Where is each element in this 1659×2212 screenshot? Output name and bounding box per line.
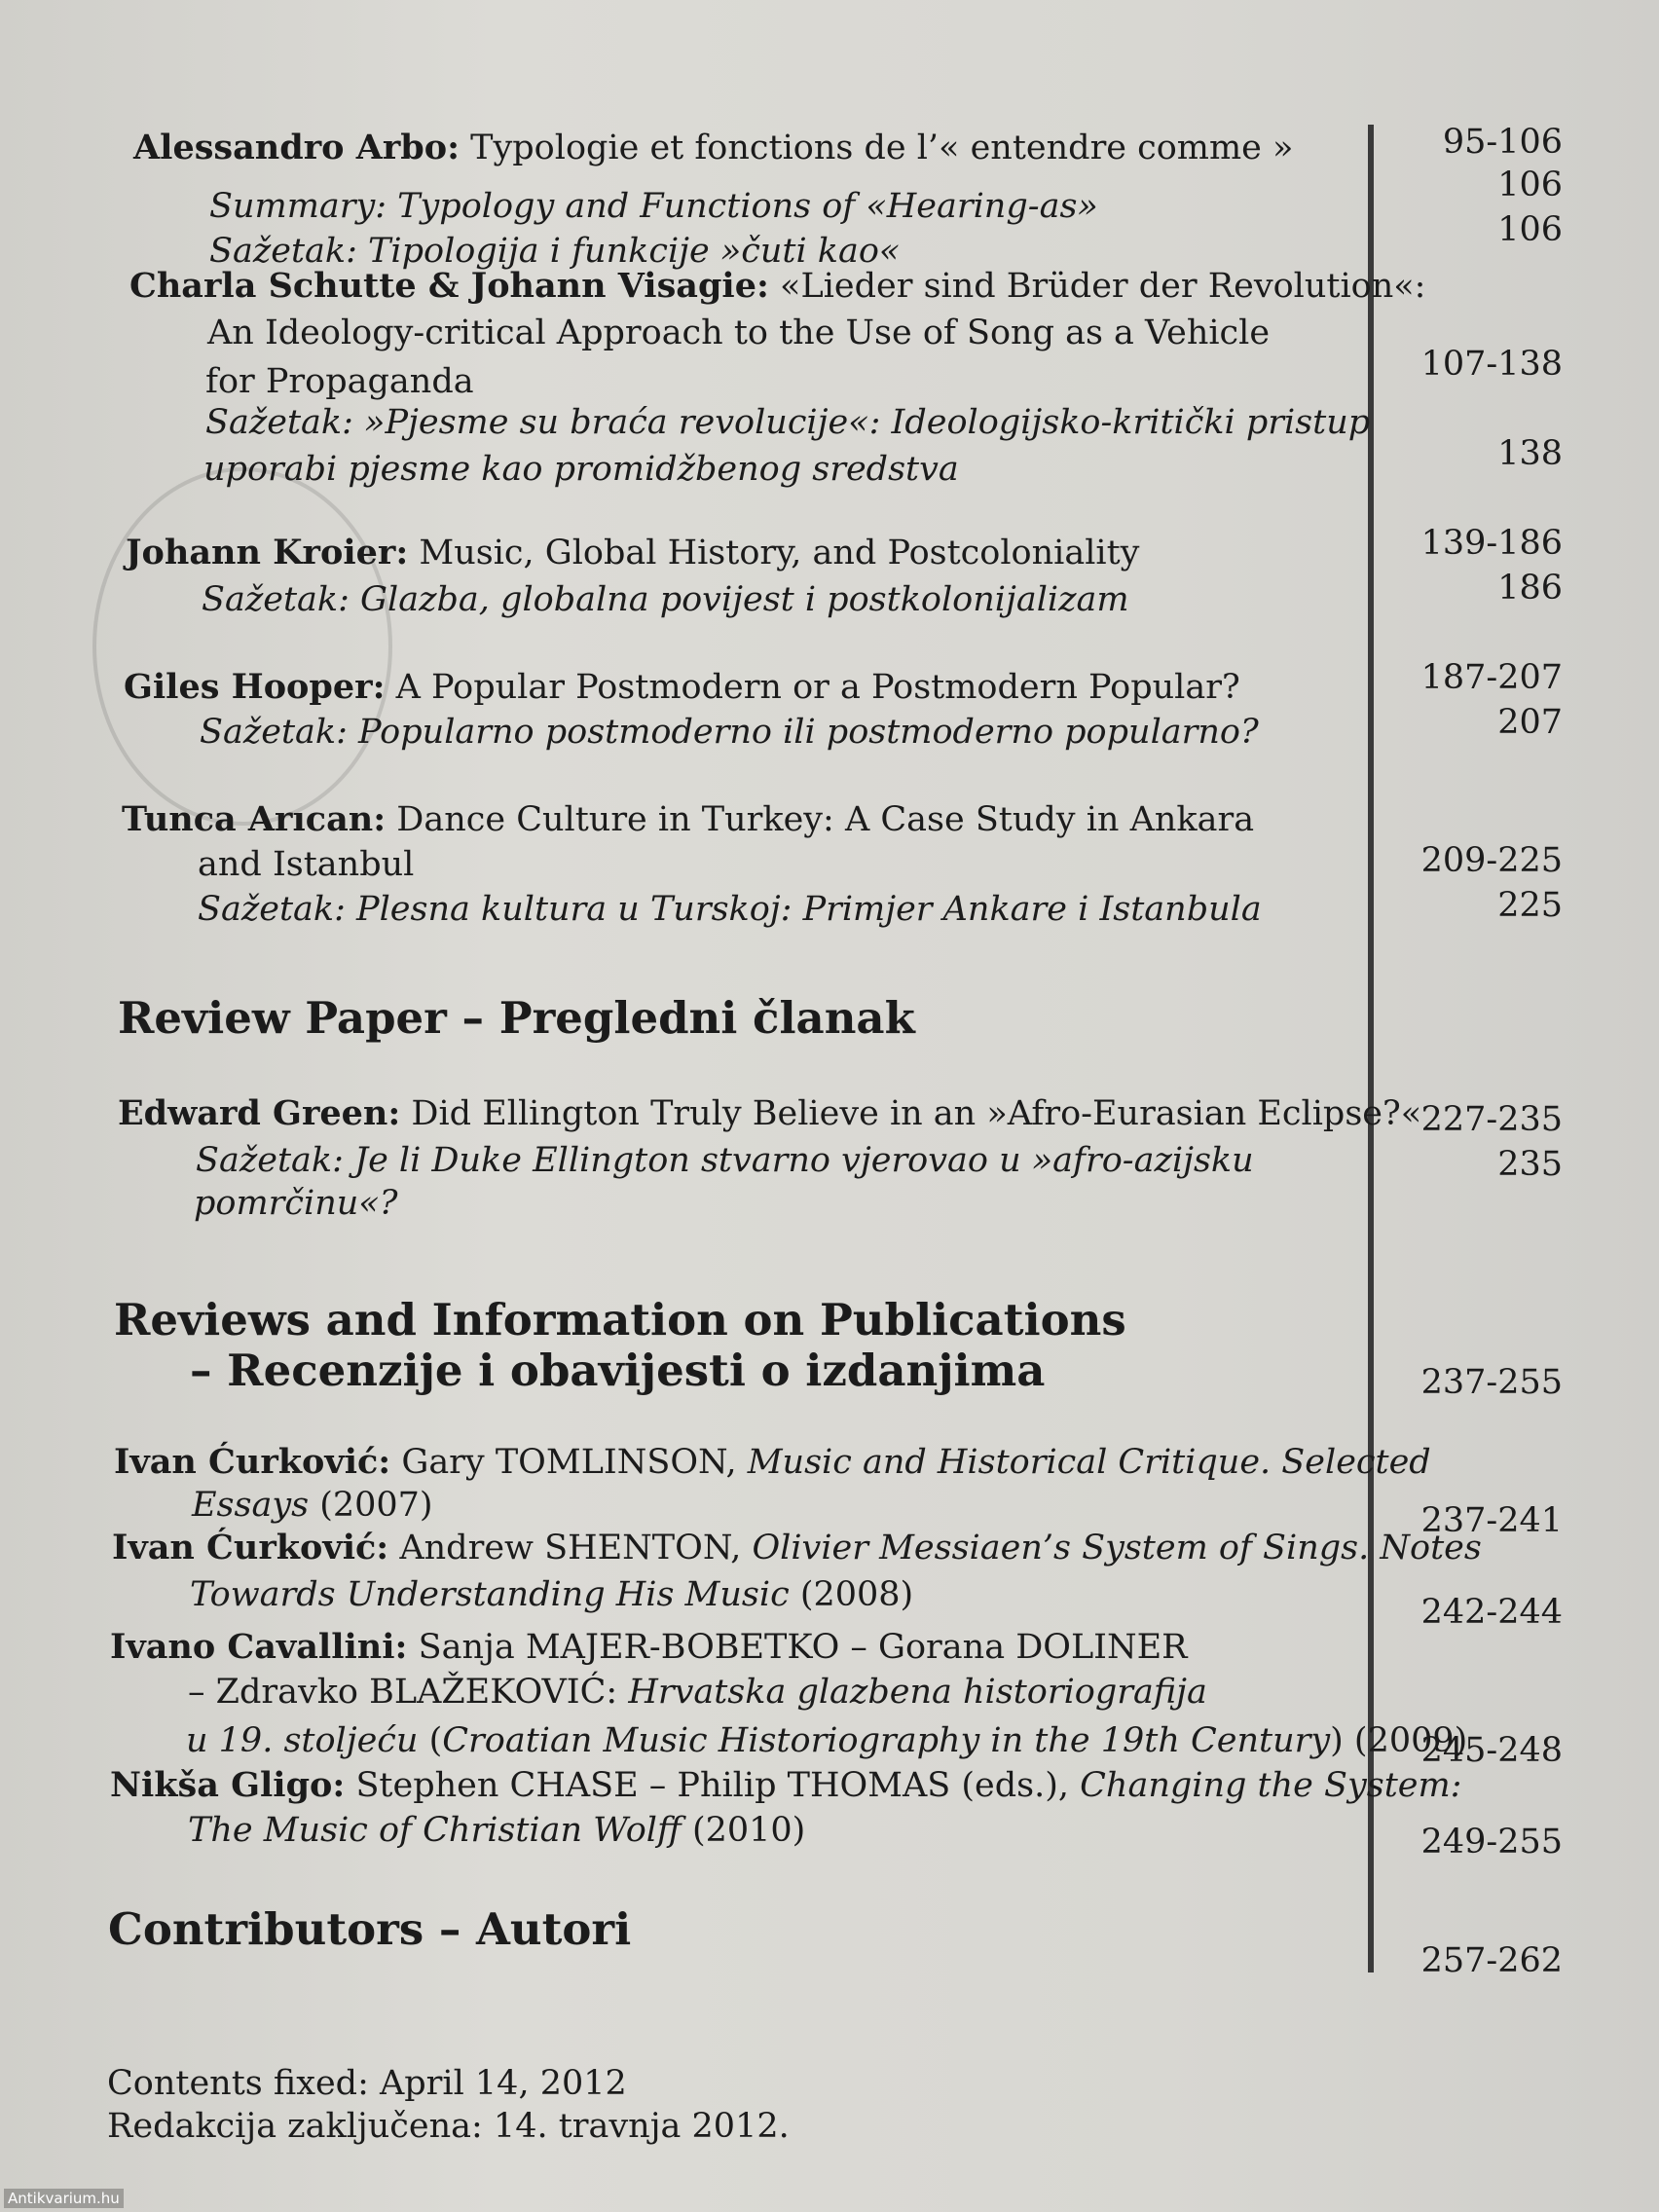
year: (2010) <box>681 1811 806 1850</box>
title: Did Ellington Truly Believe in an »Afro-Eurasian Eclipse?« <box>400 1094 1422 1133</box>
sazetak: Sažetak: Glazba, globalna povijest i postkolonijalizam <box>202 580 1129 619</box>
year: (2007) <box>309 1486 433 1525</box>
title-continued: for Propaganda <box>205 362 474 401</box>
book-title: u 19. stoljeću <box>186 1721 419 1760</box>
title: Music, Global History, and Postcoloniality <box>408 534 1140 572</box>
punctuation: ( <box>418 1721 443 1760</box>
page-number: 106 <box>1497 166 1563 204</box>
author: Nikša Gligo: <box>110 1765 346 1805</box>
sazetak-continued: uporabi pjesme kao promidžbenog sredstva <box>203 450 959 489</box>
page-number: 227-235 <box>1420 1100 1563 1139</box>
book-title: Changing the System: <box>1080 1766 1462 1805</box>
entry-kroier <box>126 532 1139 574</box>
page-number: 209-225 <box>1420 841 1563 880</box>
sazetak: Sažetak: »Pjesme su braća revolucije«: Ideologijsko-kritički pristup <box>205 403 1371 442</box>
review-continued <box>188 1809 805 1852</box>
review-continued <box>186 1719 1467 1762</box>
book-title-translation: Croatian Music Historiography in the 19th Century <box>442 1721 1331 1760</box>
reviewed-author: Sanja MAJER-BOBETKO – Gorana DOLINER <box>407 1628 1188 1667</box>
book-title: Towards Understanding His Music <box>190 1575 790 1614</box>
title: Typologie et fonctions de l’« entendre comme » <box>460 129 1294 167</box>
review-curkovic-2 <box>112 1527 1482 1569</box>
review-cavallini <box>110 1626 1188 1669</box>
reviewed-author: Stephen CHASE – Philip THOMAS (eds.), <box>345 1766 1081 1805</box>
title: Dance Culture in Turkey: A Case Study in Ankara <box>386 800 1255 839</box>
library-stamp <box>92 467 392 826</box>
entry-schutte <box>129 265 1425 308</box>
review-curkovic-1 <box>114 1441 1431 1484</box>
author: Giles Hooper: <box>124 667 386 707</box>
page-number: 237-241 <box>1420 1501 1563 1540</box>
reviewed-author: Andrew SHENTON, <box>388 1529 753 1567</box>
reviewed-author: Gary TOMLINSON, <box>390 1443 748 1482</box>
sazetak: Sažetak: Plesna kultura u Turskoj: Primjer Ankare i Istanbula <box>198 890 1262 929</box>
page-number: 187-207 <box>1420 658 1563 697</box>
entry-arbo <box>133 127 1293 169</box>
author: Alessandro Arbo: <box>133 128 461 167</box>
review-continued <box>190 1573 913 1616</box>
title: A Popular Postmodern or a Postmodern Popular? <box>385 668 1240 707</box>
page-number: 225 <box>1497 886 1563 925</box>
page-number: 139-186 <box>1420 524 1563 563</box>
section-heading-reviews: Reviews and Information on Publications <box>114 1294 1126 1346</box>
contents-fixed-date: Contents fixed: April 14, 2012 <box>107 2064 627 2103</box>
year: ) (2009) <box>1330 1721 1468 1760</box>
book-title: Olivier Messiaen’s System of Sings. Notes <box>752 1529 1482 1567</box>
entry-hooper <box>124 666 1240 709</box>
entry-green <box>118 1092 1421 1135</box>
section-heading-reviews-2: – Recenzije i obavijesti o izdanjima <box>190 1345 1046 1396</box>
sazetak-continued: pomrčinu«? <box>194 1184 398 1223</box>
author: Ivan Ćurković: <box>112 1528 389 1567</box>
section-heading-review: Review Paper – Pregledni članak <box>118 992 915 1044</box>
page-number: 207 <box>1497 703 1563 742</box>
author: Ivan Ćurković: <box>114 1442 391 1482</box>
author: Tunca Arıcan: <box>122 799 387 839</box>
watermark: Antikvarium.hu <box>4 2189 124 2208</box>
sazetak: Sažetak: Popularno postmoderno ili postmoderno popularno? <box>200 713 1259 752</box>
summary: Summary: Typology and Functions of «Hearing-as» <box>209 187 1098 226</box>
sazetak: Sažetak: Je li Duke Ellington stvarno vjerovao u »afro-azijsku <box>196 1141 1254 1180</box>
author: Ivano Cavallini: <box>110 1627 408 1667</box>
page-number: 235 <box>1497 1145 1563 1184</box>
entry-arican <box>122 798 1254 841</box>
title-continued: and Istanbul <box>198 845 415 884</box>
book-title: Music and Historical Critique. Selected <box>747 1443 1431 1482</box>
page-number: 257-262 <box>1420 1941 1563 1980</box>
page-number: 237-255 <box>1420 1363 1563 1402</box>
page-number: 186 <box>1497 569 1563 608</box>
page-number: 245-248 <box>1420 1731 1563 1770</box>
page-number: 242-244 <box>1420 1593 1563 1632</box>
author: Charla Schutte & Johann Visagie: <box>129 266 769 306</box>
review-gligo <box>110 1764 1461 1807</box>
review-continued <box>192 1484 433 1527</box>
book-title: The Music of Christian Wolff <box>188 1811 682 1850</box>
redakcija-date: Redakcija zaključena: 14. travnja 2012. <box>107 2107 790 2146</box>
review-continued <box>188 1671 1207 1714</box>
title-continued: An Ideology-critical Approach to the Use of Song as a Vehicle <box>207 313 1271 352</box>
book-title: Hrvatska glazbena historiografija <box>628 1673 1207 1712</box>
sazetak: Sažetak: Tipologija i funkcije »čuti kao« <box>209 232 901 271</box>
reviewed-author: – Zdravko BLAŽEKOVIĆ: <box>188 1673 629 1712</box>
page-number: 95-106 <box>1442 123 1563 162</box>
page-number: 138 <box>1497 434 1563 473</box>
book-title: Essays <box>192 1486 310 1525</box>
author: Johann Kroier: <box>126 533 409 572</box>
page-number: 106 <box>1497 210 1563 249</box>
author: Edward Green: <box>118 1093 401 1133</box>
title: «Lieder sind Brüder der Revolution«: <box>768 267 1426 306</box>
page-number: 249-255 <box>1420 1823 1563 1862</box>
section-heading-contributors: Contributors – Autori <box>108 1903 632 1955</box>
page-number: 107-138 <box>1420 345 1563 384</box>
year: (2008) <box>789 1575 914 1614</box>
